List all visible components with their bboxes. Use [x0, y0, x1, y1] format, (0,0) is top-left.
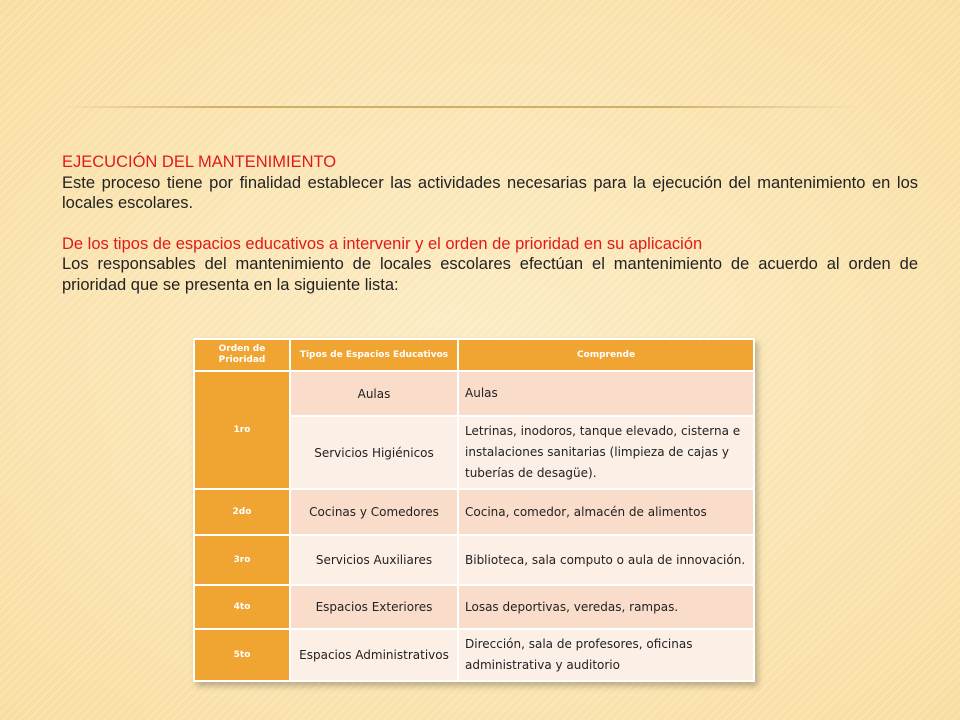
comprende-cell: Aulas — [458, 371, 754, 416]
order-cell: 1ro — [194, 371, 290, 489]
description-paragraph: Los responsables del mantenimiento de locales escolares efectúan el mantenimiento de acuerdo al orden de prioridad que se presenta en la siguiente lista: — [62, 255, 918, 294]
table-row — [194, 535, 754, 585]
table-row — [194, 585, 754, 629]
table-row — [194, 371, 754, 416]
tipo-cell: Aulas — [290, 371, 458, 416]
order-cell: 5to — [194, 629, 290, 681]
content-text — [62, 152, 918, 295]
tipo-cell: Espacios Administrativos — [290, 629, 458, 681]
comprende-cell: Biblioteca, sala computo o aula de innovación. — [458, 535, 754, 585]
table-row — [194, 629, 754, 681]
priority-table — [193, 338, 755, 682]
section-subheading: De los tipos de espacios educativos a intervenir y el orden de prioridad en su aplicación — [62, 234, 703, 253]
order-cell: 3ro — [194, 535, 290, 585]
section-heading: EJECUCIÓN DEL MANTENIMIENTO — [62, 153, 337, 171]
header-tipos: Tipos de Espacios Educativos — [290, 339, 458, 371]
comprende-cell: Dirección, sala de profesores, oficinas administrativa y auditorio — [458, 629, 754, 681]
order-cell: 4to — [194, 585, 290, 629]
intro-paragraph: Este proceso tiene por finalidad establecer las actividades necesarias para la ejecución del mantenimiento en los locales escolares. — [62, 173, 918, 212]
comprende-cell: Cocina, comedor, almacén de alimentos — [458, 489, 754, 535]
tipo-cell: Cocinas y Comedores — [290, 489, 458, 535]
order-cell: 2do — [194, 489, 290, 535]
table-header-row — [194, 339, 754, 371]
comprende-cell: Letrinas, inodoros, tanque elevado, cisterna e instalaciones sanitarias (limpieza de cajas y tuberías de desagüe). — [458, 416, 754, 489]
header-comprende: Comprende — [458, 339, 754, 371]
table-row — [194, 489, 754, 535]
comprende-cell: Losas deportivas, veredas, rampas. — [458, 585, 754, 629]
header-orden: Orden de Prioridad — [194, 339, 290, 371]
tipo-cell: Servicios Higiénicos — [290, 416, 458, 489]
spacer — [62, 214, 918, 234]
tipo-cell: Espacios Exteriores — [290, 585, 458, 629]
tipo-cell: Servicios Auxiliares — [290, 535, 458, 585]
decorative-rule — [60, 106, 860, 108]
